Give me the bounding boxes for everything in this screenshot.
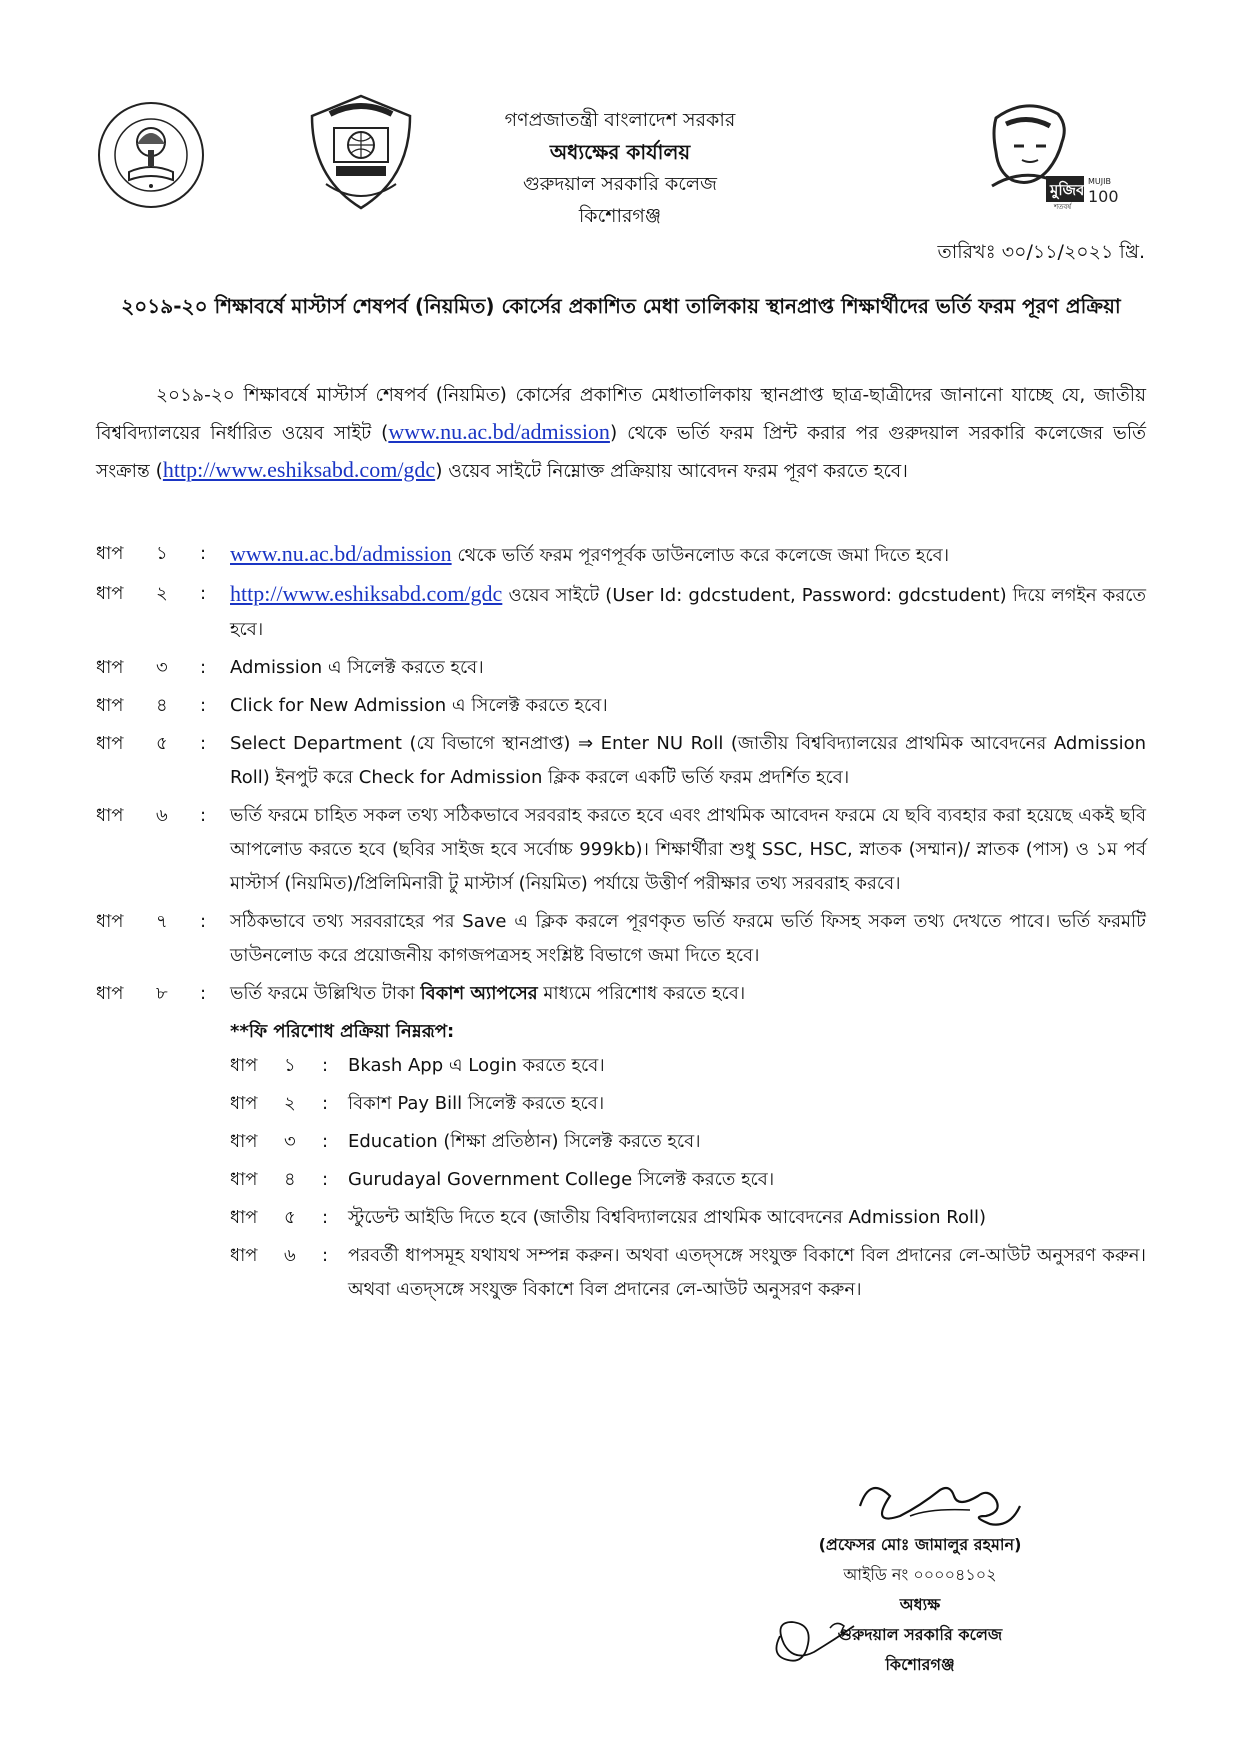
fee-step-label: ধাপ — [230, 1131, 258, 1152]
fee-step-6 — [230, 1239, 1146, 1307]
fee-step-label: ধাপ — [230, 1169, 258, 1190]
step-number: ৩ — [156, 657, 168, 678]
fee-step-5 — [230, 1201, 1146, 1235]
signatory-block — [770, 1530, 1070, 1680]
step-colon: : — [200, 911, 207, 932]
step-8-text-a: ভর্তি ফরমে উল্লিখিত টাকা — [230, 983, 421, 1004]
step-1-text: থেকে ভর্তি ফরম পূরণপূর্বক ডাউনলোড করে কলেজে জমা দিতে হবে। — [451, 545, 950, 566]
fee-step-label: ধাপ — [230, 1093, 258, 1114]
fee-step-colon: : — [322, 1169, 329, 1190]
step-colon: : — [200, 733, 207, 754]
city-name: কিশোরগঞ্জ — [578, 205, 662, 227]
fee-step-number: ৬ — [284, 1245, 296, 1266]
intro-text-2: ) থেকে ভর্তি ফরম প্রিন্ট করার পর গুরুদয়াল সরকারি কলেজের ভর্তি সংক্রান্ত ( — [96, 423, 1147, 482]
fee-step-number: ৫ — [284, 1207, 296, 1228]
fee-step-number: ৩ — [284, 1131, 296, 1152]
step-number: ৮ — [156, 983, 168, 1004]
government-name: গণপ্রজাতন্ত্রী বাংলাদেশ সরকার — [504, 109, 736, 131]
signatory-name: (প্রফেসর মোঃ জামালুর রহমান) — [818, 1535, 1022, 1554]
fee-step-label: ধাপ — [230, 1055, 258, 1076]
step-number: ৪ — [156, 695, 168, 716]
step-label: ধাপ — [96, 695, 124, 716]
step-label: ধাপ — [96, 733, 124, 754]
step-number: ৬ — [156, 805, 168, 826]
step-number: ৫ — [156, 733, 168, 754]
fee-step-colon: : — [322, 1207, 329, 1228]
fee-payment-section — [230, 1015, 1146, 1307]
fee-step-number: ২ — [284, 1093, 296, 1114]
fee-step-number: ১ — [284, 1055, 296, 1076]
fee-step-2 — [230, 1087, 1146, 1121]
step-1 — [96, 537, 1146, 573]
college-name: গুরুদয়াল সরকারি কলেজ — [522, 173, 718, 195]
fee-step-2-text: বিকাশ Pay Bill সিলেক্ট করতে হবে। — [348, 1093, 605, 1114]
step-3-text: Admission এ সিলেক্ট করতে হবে। — [230, 657, 484, 678]
fee-heading: **ফি পরিশোধ প্রক্রিয়া নিম্নরূপ: — [230, 1021, 455, 1042]
fee-step-colon: : — [322, 1093, 329, 1114]
intro-text-3: ) ওয়েব সাইটে নিম্নোক্ত প্রক্রিয়ায় আবেদন ফরম পূরণ করতে হবে। — [435, 461, 908, 482]
fee-step-4 — [230, 1163, 1146, 1197]
step-5-text: Select Department (যে বিভাগে স্থানপ্রাপ্ত) ⇒ Enter NU Roll (জাতীয় বিশ্ববিদ্যালয়ের প্রাথমিক আবেদনের Admission Roll) ইনপুট করে Check for Admission ক্লিক করলে একটি ভর্তি ফরম প্রদর্শিত হবে। — [230, 733, 1146, 788]
step-label: ধাপ — [96, 583, 124, 604]
step-colon: : — [200, 695, 207, 716]
fee-step-number: ৪ — [284, 1169, 296, 1190]
step-colon: : — [200, 983, 207, 1004]
step-number: ১ — [156, 543, 168, 564]
step-1-link[interactable]: www.nu.ac.bd/admission — [230, 541, 452, 566]
step-6-text: ভর্তি ফরমে চাহিত সকল তথ্য সঠিকভাবে সরবরাহ করতে হবে এবং প্রাথমিক আবেদন ফরমে যে ছবি ব্যবহার করা হয়েছে একই ছবি আপলোড করতে হবে (ছবির সাইজ হবে সর্বোচ্চ 999kb)। শিক্ষার্থীরা শুধু SSC, HSC, স্নাতক (সম্মান)/ স্নাতক (পাস) ও ১ম পর্ব মাস্টার্স (নিয়মিত)/প্রিলিমিনারী টু মাস্টার্স (নিয়মিত) পর্যায়ে উত্তীর্ণ পরীক্ষার তথ্য সরবরাহ করবে। — [230, 805, 1146, 894]
fee-step-4-text: Gurudayal Government College সিলেক্ট করতে হবে। — [348, 1169, 775, 1190]
mujib-logo-en: MUJIB — [1088, 177, 1111, 186]
step-label: ধাপ — [96, 805, 124, 826]
step-colon: : — [200, 583, 207, 604]
step-2-link[interactable]: http://www.eshiksabd.com/gdc — [230, 581, 503, 606]
step-3 — [96, 651, 1146, 685]
fee-step-label: ধাপ — [230, 1207, 258, 1228]
step-4-text: Click for New Admission এ সিলেক্ট করতে হবে। — [230, 695, 608, 716]
step-7 — [96, 905, 1146, 973]
step-colon: : — [200, 543, 207, 564]
fee-step-1 — [230, 1049, 1146, 1083]
step-number: ২ — [156, 583, 168, 604]
fee-step-colon: : — [322, 1131, 329, 1152]
fee-step-colon: : — [322, 1055, 329, 1076]
step-5 — [96, 727, 1146, 795]
step-colon: : — [200, 657, 207, 678]
intro-paragraph — [96, 378, 1146, 490]
step-colon: : — [200, 805, 207, 826]
fee-step-colon: : — [322, 1245, 329, 1266]
mujib-100-logo — [938, 98, 1128, 210]
intro-text-1: ২০১৯-২০ শিক্ষাবর্ষে মাস্টার্স শেষপর্ব (নিয়মিত) কোর্সের প্রকাশিত মেধাতালিকায় স্থানপ্রাপ্ত ছাত্র-ছাত্রীদের জানানো যাচ্ছে যে, জাতীয় বিশ্ববিদ্যালয়ের নির্ধারিত ওয়েব সাইট ( — [96, 385, 1146, 444]
signatory-id: আইডি নং ০০০০৪১০২ — [843, 1565, 997, 1584]
step-7-text: সঠিকভাবে তথ্য সরবরাহের পর Save এ ক্লিক করলে পূরণকৃত ভর্তি ফরমে ভর্তি ফিসহ সকল তথ্য দেখতে পাবে। ভর্তি ফরমটি ডাউনলোড করে প্রয়োজনীয় কাগজপত্রসহ সংশ্লিষ্ট বিভাগে জমা দিতে হবে। — [230, 911, 1146, 966]
fee-step-1-text: Bkash App এ Login করতে হবে। — [348, 1055, 605, 1076]
nu-admission-link[interactable]: www.nu.ac.bd/admission — [388, 419, 610, 444]
office-name: অধ্যক্ষের কার্যালয় — [549, 140, 691, 164]
fee-step-6-text: পরবর্তী ধাপসমূহ যথাযথ সম্পন্ন করুন। অথবা এতদ্সঙ্গে সংযুক্ত বিকাশে বিল প্রদানের লে-আউট অনুসরণ করুন। অথবা এতদ্সঙ্গে সংযুক্ত বিকাশে বিল প্রদানের লে-আউট অনুসরণ করুন। — [348, 1245, 1146, 1300]
college-logo — [300, 92, 422, 212]
step-number: ৭ — [156, 911, 168, 932]
signatory-college: গুরুদয়াল সরকারি কলেজ — [837, 1625, 1003, 1644]
notice-date: তারিখঃ ৩০/১১/২০২১ খ্রি. — [937, 241, 1145, 263]
fee-step-label: ধাপ — [230, 1245, 258, 1266]
eshiksa-link[interactable]: http://www.eshiksabd.com/gdc — [162, 457, 436, 482]
step-8-text-c: মাধ্যমে পরিশোধ করতে হবে। — [537, 983, 746, 1004]
step-8 — [96, 977, 1146, 1011]
office-header — [420, 104, 820, 232]
fee-step-3-text: Education (শিক্ষা প্রতিষ্ঠান) সিলেক্ট করতে হবে। — [348, 1131, 701, 1152]
notice-title: ২০১৯-২০ শিক্ষাবর্ষে মাস্টার্স শেষপর্ব (নিয়মিত) কোর্সের প্রকাশিত মেধা তালিকায় স্থানপ্রাপ্ত শিক্ষার্থীদের ভর্তি ফরম পূরণ প্রক্রিয়া — [121, 294, 1121, 318]
step-label: ধাপ — [96, 983, 124, 1004]
signatory-city: কিশোরগঞ্জ — [885, 1655, 955, 1674]
step-label: ধাপ — [96, 657, 124, 678]
step-2 — [96, 577, 1146, 647]
step-label: ধাপ — [96, 911, 124, 932]
step-6 — [96, 799, 1146, 901]
signatory-designation: অধ্যক্ষ — [899, 1595, 941, 1614]
sheikh-hasina-emblem-logo — [96, 100, 206, 210]
bkash-apps-emphasis: বিকাশ অ্যাপসের — [420, 983, 538, 1004]
step-4 — [96, 689, 1146, 723]
step-label: ধাপ — [96, 543, 124, 564]
step-2-text: ওয়েব সাইটে (User Id: gdcstudent, Password: gdcstudent) দিয়ে লগইন করতে হবে। — [230, 585, 1146, 640]
fee-step-5-text: স্টুডেন্ট আইডি দিতে হবে (জাতীয় বিশ্ববিদ্যালয়ের প্রাথমিক আবেদনের Admission Roll) — [348, 1207, 987, 1228]
mujib-logo-label: মুজিব — [1050, 181, 1085, 199]
steps-list — [96, 537, 1146, 1311]
mujib-logo-sub: শতবর্ষ — [1054, 203, 1072, 210]
mujib-logo-number: 100 — [1088, 187, 1119, 206]
fee-step-3 — [230, 1125, 1146, 1159]
